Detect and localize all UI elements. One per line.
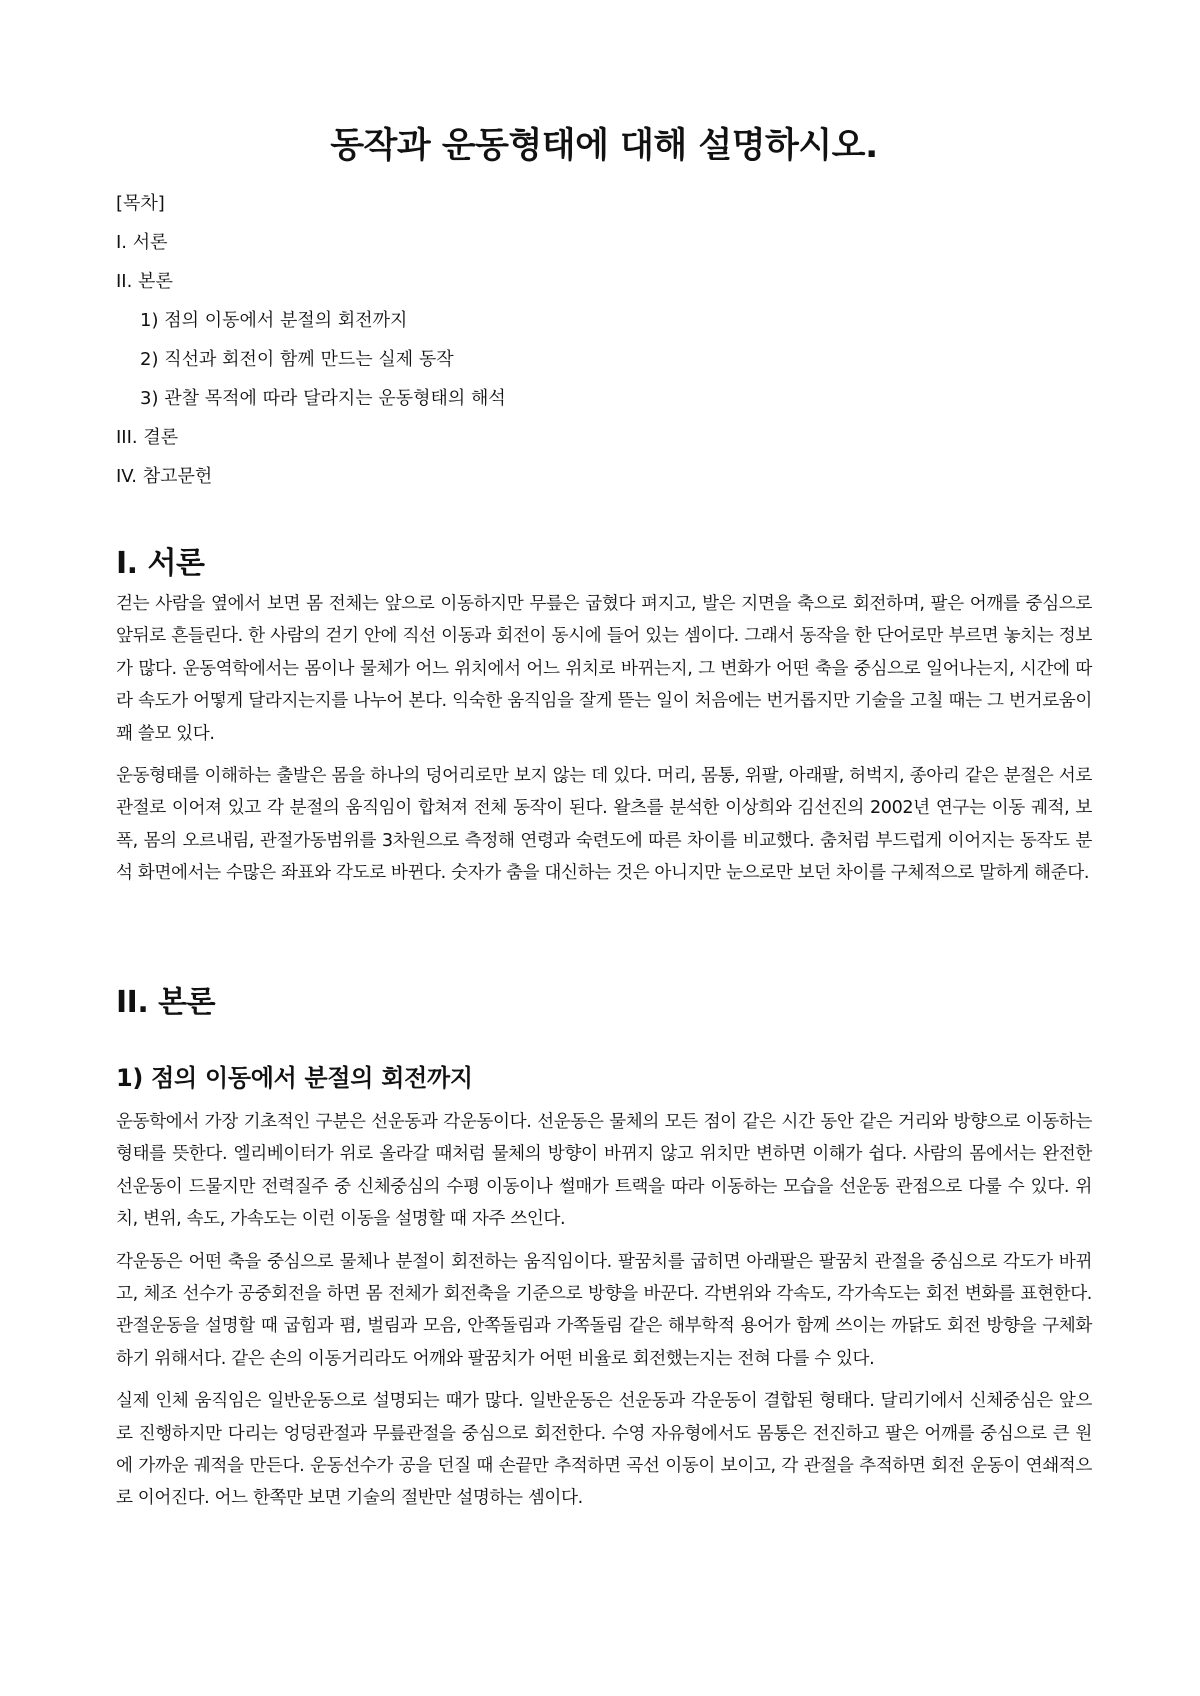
table-of-contents <box>116 190 1092 502</box>
paragraph: 각운동은 어떤 축을 중심으로 물체나 분절이 회전하는 움직임이다. 팔꿈치를 굽히면 아래팔은 팔꿈치 관절을 중심으로 각도가 바뀌고, 체조 선수가 공중회전을 하면 몸 전체가 회전축을 기준으로 방향을 바꾼다. 각변위와 각속도, 각가속도는 회전 변화를 표현한다. 관절운동을 설명할 때 굽힘과 폄, 벌림과 모음, 안쪽돌림과 가쪽돌림 같은 해부학적 용어가 함께 쓰이는 까닭도 회전 방향을 구체화하기 위해서다. 같은 손의 이동거리라도 어깨와 팔꿈치가 어떤 비율로 회전했는지는 전혀 다를 수 있다. <box>116 1251 1092 1369</box>
intro-section <box>116 588 1092 900</box>
paragraph: 실제 인체 움직임은 일반운동으로 설명되는 때가 많다. 일반운동은 선운동과 각운동이 결합된 형태다. 달리기에서 신체중심은 앞으로 진행하지만 다리는 엉덩관절과 무릎관절을 중심으로 회전한다. 수영 자유형에서도 몸통은 전진하고 팔은 어깨를 중심으로 큰 원에 가까운 궤적을 만든다. 운동선수가 공을 던질 때 손끝만 추적하면 곡선 이동이 보이고, 각 관절을 추적하면 회전 운동이 연쇄적으로 이어진다. 어느 한쪽만 보면 기술의 절반만 설명하는 셈이다. <box>116 1391 1092 1509</box>
toc-item-body: II. 본론 <box>116 271 173 292</box>
paragraph: 운동학에서 가장 기초적인 구분은 선운동과 각운동이다. 선운동은 물체의 모든 점이 같은 시간 동안 같은 거리와 방향으로 이동하는 형태를 뜻한다. 엘리베이터가 위로 올라갈 때처럼 물체의 방향이 바뀌지 않고 위치만 변하면 이해가 쉽다. 사람의 몸에서는 완전한 선운동이 드물지만 전력질주 중 신체중심의 수평 이동이나 썰매가 트랙을 따라 이동하는 모습을 선운동 관점으로 다룰 수 있다. 위치, 변위, 속도, 가속도는 이런 이동을 설명할 때 자주 쓰인다. <box>116 1112 1092 1230</box>
subsection-heading-1: 1) 점의 이동에서 분절의 회전까지 <box>116 1064 473 1092</box>
paragraph: 걷는 사람을 옆에서 보면 몸 전체는 앞으로 이동하지만 무릎은 굽혔다 펴지고, 발은 지면을 축으로 회전하며, 팔은 어깨를 중심으로 앞뒤로 흔들린다. 한 사람의 걷기 안에 직선 이동과 회전이 동시에 들어 있는 셈이다. 그래서 동작을 한 단어로만 부르면 놓치는 정보가 많다. 운동역학에서는 몸이나 물체가 어느 위치에서 어느 위치로 바뀌는지, 그 변화가 어떤 축을 중심으로 일어나는지, 시간에 따라 속도가 어떻게 달라지는지를 나누어 본다. 익숙한 움직임을 잘게 뜯는 일이 처음에는 번거롭지만 기술을 고칠 때는 그 번거로움이 꽤 쓸모 있다. <box>116 594 1092 744</box>
section-heading-intro: I. 서론 <box>116 546 205 581</box>
document-title: 동작과 운동형태에 대해 설명하시오. <box>330 126 878 166</box>
toc-item-intro: I. 서론 <box>116 232 168 253</box>
toc-item-conclusion: III. 결론 <box>116 427 179 448</box>
toc-item-body-3: 3) 관찰 목적에 따라 달라지는 운동형태의 해석 <box>140 388 506 409</box>
section-heading-body: II. 본론 <box>116 985 216 1020</box>
body-subsection-1 <box>116 1106 1092 1525</box>
toc-heading: [목차] <box>116 193 165 214</box>
toc-item-body-2: 2) 직선과 회전이 함께 만드는 실제 동작 <box>140 349 454 370</box>
toc-item-body-1: 1) 점의 이동에서 분절의 회전까지 <box>140 310 408 331</box>
paragraph: 운동형태를 이해하는 출발은 몸을 하나의 덩어리로만 보지 않는 데 있다. 머리, 몸통, 위팔, 아래팔, 허벅지, 종아리 같은 분절은 서로 관절로 이어져 있고 각 분절의 움직임이 합쳐져 전체 동작이 된다. 왈츠를 분석한 이상희와 김선진의 2002년 연구는 이동 궤적, 보폭, 몸의 오르내림, 관절가동범위를 3차원으로 측정해 연령과 숙련도에 따른 차이를 비교했다. 춤처럼 부드럽게 이어지는 동작도 분석 화면에서는 수많은 좌표와 각도로 바뀐다. 숫자가 춤을 대신하는 것은 아니지만 눈으로만 보던 차이를 구체적으로 말하게 해준다. <box>116 766 1092 884</box>
toc-item-references: IV. 참고문헌 <box>116 466 213 487</box>
